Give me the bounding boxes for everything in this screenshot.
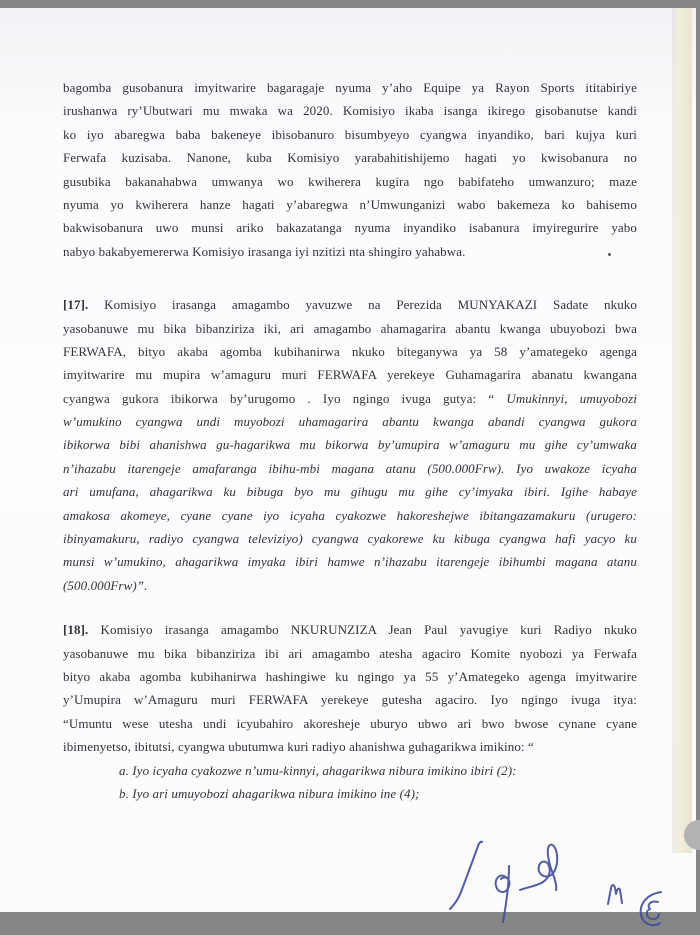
text-line xyxy=(63,527,637,550)
text-line xyxy=(63,759,637,782)
text-segment: irushanwa ry’Ubutwari mu mwaka wa 2020. Komisiyo ikaba isanga ikirego gisobanutse kandi xyxy=(63,103,637,119)
text-segment: Ferwafa kuzisaba. Nanone, kuba Komisiyo yarabahitishijemo hagati yo kwisobanura no xyxy=(63,150,637,166)
text-segment: ibimenyetso, ibitutsi, cyangwa ubutumwa kuri radiyo ahanishwa guhagarikwa imikino: “ xyxy=(63,739,534,755)
letter-m-mark xyxy=(608,885,622,904)
text-segment: ibinyamakuru, radiyo cyangwa televiziyo) cyangwa cyakorewe ku kibuga cyangwa hafi yacyo ku xyxy=(63,531,637,547)
text-segment: imyitwarire mu mupira w’amaguru muri FERWAFA yerekeye Guhamagarira abanatu kwangana xyxy=(63,367,637,383)
text-line xyxy=(63,317,637,340)
text-segment: cyangwa gukora ibikorwa by’urugomo . Iyo ngingo ivuga gutya: “ xyxy=(63,390,507,406)
text-segment: bagomba gusobanura imyitwarire bagaragaje nyuma y’aho Equipe ya Rayon Sports ititabiriye xyxy=(63,80,637,95)
text-line xyxy=(63,665,637,688)
text-line xyxy=(63,170,637,193)
text-line xyxy=(63,457,637,480)
text-line xyxy=(63,193,637,216)
handwritten-signatures xyxy=(425,830,690,930)
text-segment: FERWAFA, bityo akaba agomba kubihanirwa nkuko biteganywa ya 58 y’amategeko agenga xyxy=(63,343,637,359)
text-line xyxy=(63,712,637,735)
text-line xyxy=(63,550,637,573)
text-line xyxy=(63,782,637,805)
paragraph-17 xyxy=(63,293,637,597)
text-segment: [17]. xyxy=(63,297,89,313)
text-segment: yasobanuwe mu bika bibanziriza ibi ari amagambo atesha agaciro Komite nyobozi ya Ferwafa xyxy=(63,645,637,661)
initial-slash-mark xyxy=(450,842,482,909)
text-segment: Komisiyo irasanga amagambo yavuzwe na Perezida MUNYAKAZI Sadate nkuko xyxy=(88,297,637,313)
text-segment: Umukinnyi, umuyobozi xyxy=(506,390,637,406)
text-line xyxy=(63,340,637,363)
page-edge-strip xyxy=(672,8,692,853)
text-line xyxy=(63,480,637,503)
text-segment: w’umukino cyangwa undi muyobozi uhamagarira abantu kwanga abandi cyangwa gukora xyxy=(63,414,637,430)
text-segment: ari umufana, ahagarikwa ku bibuga byo mu gihugu mu gihe cy’imyaka ibiri. Igihe habaye xyxy=(63,484,637,500)
document-text xyxy=(63,76,637,805)
text-line xyxy=(63,642,637,665)
text-segment: n’ihazabu itarengeje amafaranga ibihu-mbi magana atanu (500.000Frw). Iyo uwakoze icyaha xyxy=(63,460,637,476)
text-line xyxy=(63,433,637,456)
text-line xyxy=(63,99,637,122)
looped-initial-mark xyxy=(496,866,510,922)
text-segment: nyuma yo kwiherera hanze hagati y’abaregwa n’Umwunganizi wabo bakemeza ko bahisemo xyxy=(63,196,637,212)
paragraph-continuation xyxy=(63,76,637,263)
text-segment: ko iyo abaregwa baba bakeneye ibisobanuro bisumbyeyo cyangwa inyandiko, bari kujya kuri xyxy=(63,126,637,142)
text-line xyxy=(63,618,637,641)
text-line xyxy=(63,387,637,410)
text-line xyxy=(63,410,637,433)
text-line xyxy=(63,688,637,711)
text-line xyxy=(63,123,637,146)
text-segment: [18]. xyxy=(63,622,89,638)
text-line xyxy=(63,504,637,527)
text-line xyxy=(63,216,637,239)
text-segment: b. Iyo ari umuyobozi ahagarikwa nibura imikino ine (4); xyxy=(119,785,420,801)
text-segment: amakosa akomeye, cyane cyane iyo icyaha cyakozwe hakoreshejwe ibitangazamakuru (urugero: xyxy=(63,507,637,523)
monogram-squiggle-mark xyxy=(520,845,557,890)
text-line xyxy=(63,363,637,386)
text-segment: munsi w’umukino, ahagarikwa imyaka ibiri hamwe n’ihazabu itarengeje ibihumbi magana atanu xyxy=(63,554,637,570)
scan-speck xyxy=(608,253,611,256)
text-line xyxy=(63,240,637,263)
text-line xyxy=(63,574,637,597)
text-line xyxy=(63,76,637,99)
text-segment: ibikorwa bibi ahanishwa gu-hagarikwa mu bikorwa by’umupira w’amaguru mu gihe cy’umwaka xyxy=(63,437,637,453)
paragraph-18 xyxy=(63,618,637,805)
text-line xyxy=(63,735,637,758)
text-segment: bakwisobanura uwo munsi ariko bakazatanga nyuma inyandiko isabanura imyiregurire yabo xyxy=(63,220,637,236)
text-segment: nabyo bakabyemererwa Komisiyo irasanga iyi nzitizi nta shingiro yahabwa. xyxy=(63,243,466,259)
text-segment: “Umuntu wese utesha undi icyubahiro akoresheje uburyo ubwo ari bwo bwose cynane cyane xyxy=(63,715,637,731)
text-line xyxy=(63,146,637,169)
text-segment: gusubika bakanahabwa umwanya wo kwiherera kugira ngo babifateho umwanzuro; maze xyxy=(63,173,637,189)
text-segment: a. Iyo icyaha cyakozwe n’umu-kinnyi, ahagarikwa nibura imikino ibiri (2): xyxy=(119,762,517,778)
text-segment: bityo akaba agomba kubihanirwa hashingiwe ku ngingo ya 55 y’Amategeko agenga imyitwarire xyxy=(63,668,637,684)
text-segment: (500.000Frw)”. xyxy=(63,577,148,593)
text-segment: yasobanuwe mu bika bibanziriza iki, ari amagambo ahamagarira abantu kwanga ubuyobozi bwa xyxy=(63,320,637,336)
text-line xyxy=(63,293,637,316)
text-segment: Komisiyo irasanga amagambo NKURUNZIZA Jean Paul yavugiye kuri Radiyo nkuko xyxy=(88,622,637,638)
text-segment: y’Umupira w’Amaguru muri FERWAFA yerekeye gutesha agaciro. Iyo ngingo ivuga itya: xyxy=(63,692,637,708)
circled-e-mark xyxy=(641,892,661,925)
